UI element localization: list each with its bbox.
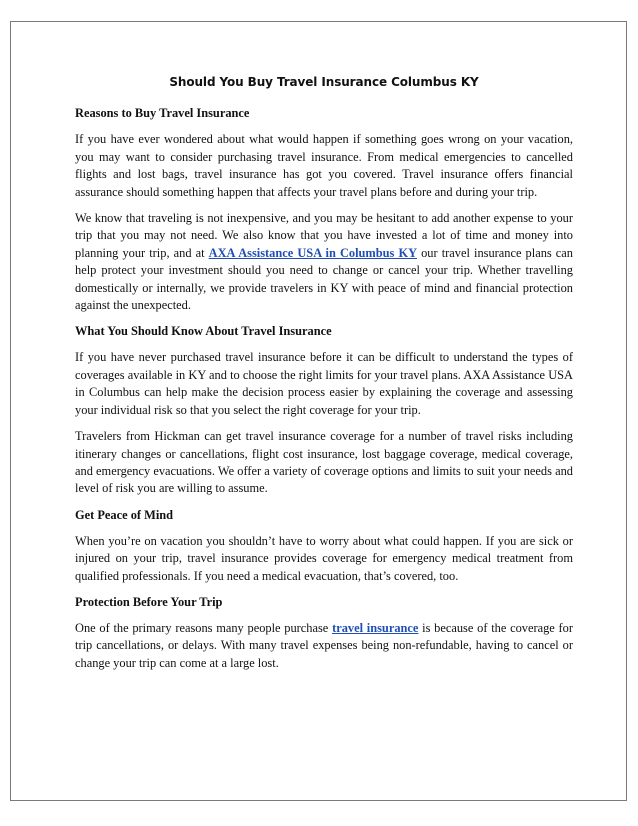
axa-columbus-link[interactable]: AXA Assistance USA in Columbus KY [208, 245, 418, 260]
paragraph: We know that traveling is not inexpensive, and you may be hesitant to add another expense to your trip that you may not need. We also know that you have invested a lot of time and money into planning your trip, and at AXA Assistance USA in Columbus KY our travel insurance plans can help protect your investment should you need to change or cancel your trip. Whether travelling domestically or internally, we provide travelers in KY with peace of mind and financial protection against the unexpected. [75, 211, 573, 313]
section-heading: Reasons to Buy Travel Insurance [75, 106, 250, 121]
paragraph: Travelers from Hickman can get travel insurance coverage for a number of travel risks including itinerary changes or cancellations, flight cost insurance, lost baggage coverage, medical coverage, and emergency evacuations. We offer a variety of coverage options and limits to suit your needs and level of risk you are willing to assume. [75, 429, 573, 496]
paragraph: If you have ever wondered about what would happen if something goes wrong on your vacation, you may want to consider purchasing travel insurance. From medical emergencies to cancelled flights and lost bags, travel insurance has got you covered. Travel insurance offers financial assurance should something happen that affects your travel plans before and during your trip. [75, 132, 573, 199]
section-heading: What You Should Know About Travel Insurance [75, 324, 332, 339]
section-heading: Protection Before Your Trip [75, 594, 223, 609]
document-page [10, 21, 627, 801]
travel-insurance-link[interactable]: travel insurance [332, 620, 419, 635]
paragraph: When you’re on vacation you shouldn’t have to worry about what could happen. If you are sick or injured on your trip, travel insurance provides coverage for emergency medical treatment from qualified professionals. If you need a medical evacuation, that’s covered, too. [75, 533, 573, 583]
paragraph: If you have never purchased travel insurance before it can be difficult to understand the types of coverages available in KY and to choose the right limits for your travel plans. AXA Assistance USA in Columbus can help make the decision process easier by explaining the coverage and assessing your individual risk so that you select the right coverage for your trip. [75, 350, 573, 417]
paragraph: One of the primary reasons many people purchase travel insurance is because of the coverage for trip cancellations, or delays. With many travel expenses being non-refundable, having to cancel or change your trip can come at a large lost. [75, 620, 573, 670]
document-body [75, 74, 573, 681]
page-title: Should You Buy Travel Insurance Columbus KY [169, 75, 479, 89]
section-heading: Get Peace of Mind [75, 507, 174, 522]
